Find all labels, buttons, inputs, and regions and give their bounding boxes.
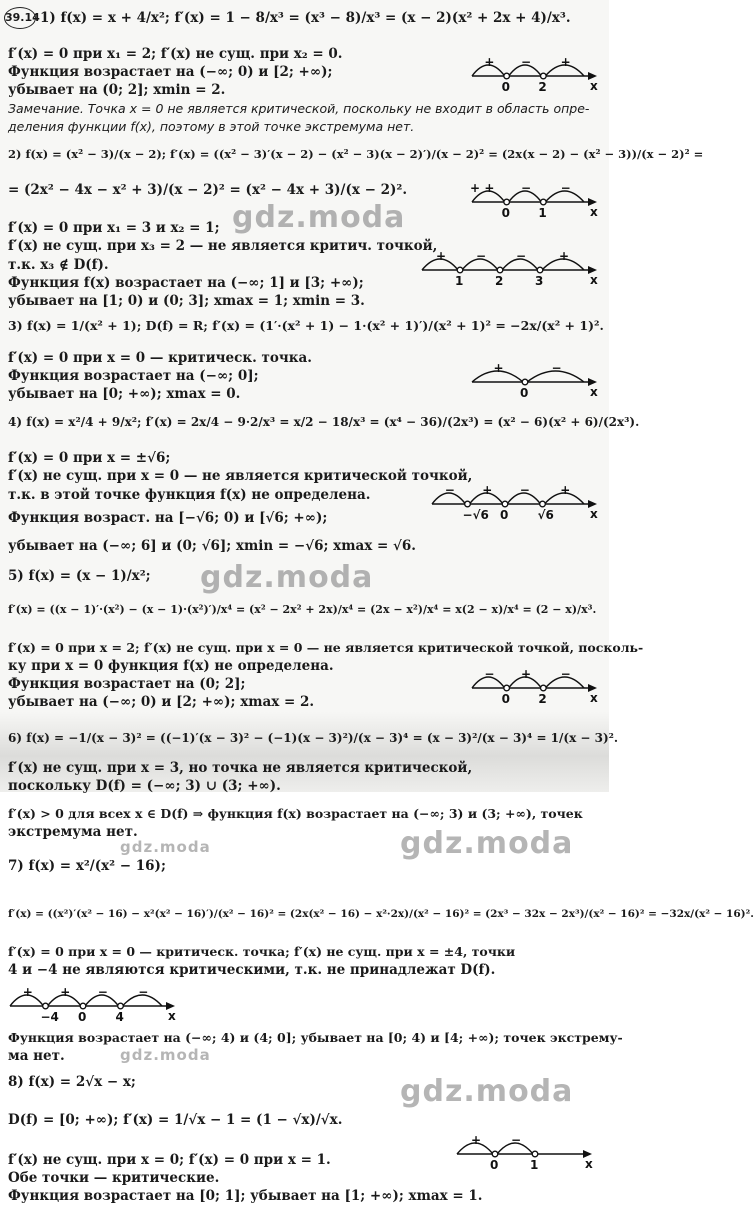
sign-diagram — [470, 52, 600, 94]
critical-point — [497, 267, 503, 273]
solution-line: f′(x) > 0 для всех x ∈ D(f) ⇒ функция f(x) возрастает на (−∞; 3) и (3; +∞), точек — [8, 806, 583, 821]
critical-point — [457, 267, 463, 273]
solution-line: 4 и −4 не являются критическими, т.к. не принадлежат D(f). — [8, 962, 496, 978]
interval-sign: + — [60, 985, 71, 999]
critical-point — [504, 685, 510, 691]
critical-point — [537, 267, 543, 273]
sign-diagram — [8, 982, 178, 1024]
solution-line: 2) f(x) = (x² − 3)/(x − 2); f′(x) = ((x² − 3)′(x − 2) − (x² − 3)(x − 2)′)/(x − 2)² = (2x(x − 2) − (x² − 3))/(x − 2)² = — [8, 147, 704, 161]
axis-label: x — [590, 507, 598, 521]
sign-diagram — [455, 1130, 595, 1172]
sign-diagram — [430, 480, 600, 522]
watermark: gdz.moda — [200, 560, 374, 595]
solution-line: 7) f(x) = x²/(x² − 16); — [8, 858, 166, 874]
interval-sign: − — [560, 181, 571, 195]
solution-line: Функция возрастает на (−∞; 0) и [2; +∞); — [8, 64, 333, 80]
critical-point — [504, 73, 510, 79]
point-label: 1 — [530, 1158, 539, 1172]
axis-label: x — [168, 1009, 176, 1023]
interval-sign: − — [521, 55, 532, 69]
solution-line: убывает на (−∞; 0) и [2; +∞); xmax = 2. — [8, 694, 315, 710]
solution-line: f′(x) = ((x − 1)′·(x²) − (x − 1)·(x²)′)/x⁴ = (x² − 2x² + 2x)/x⁴ = (2x − x²)/x⁴ = x(2 − x)/x⁴ = (2 − x)/x³. — [8, 603, 597, 616]
solution-line: т.к. x₃ ∉ D(f). — [8, 257, 109, 273]
solution-line: 1) f(x) = x + 4/x²; f′(x) = 1 − 8/x³ = (x³ − 8)/x³ = (x − 2)(x² + 2x + 4)/x³. — [40, 10, 571, 26]
solution-line: f′(x) = 0 при x = 0 — критическ. точка. — [8, 350, 312, 366]
solution-line: экстремума нет. — [8, 824, 138, 840]
solution-line: f′(x) = 0 при x = 0 — критическ. точка; f′(x) не сущ. при x = ±4, точки — [8, 944, 516, 959]
point-label: 0 — [501, 692, 511, 706]
axis-label: x — [590, 273, 598, 287]
solution-line: поскольку D(f) = (−∞; 3) ∪ (3; +∞). — [8, 778, 281, 794]
solution-line: убывает на [0; +∞); xmax = 0. — [8, 386, 241, 402]
interval-sign: − — [476, 249, 487, 263]
critical-point — [465, 501, 471, 507]
interval-sign: + — [560, 483, 571, 497]
solution-line: f′(x) не сущ. при x = 3, но точка не является критической, — [8, 760, 473, 776]
solution-line: f′(x) = 0 при x = ±√6; — [8, 450, 171, 466]
interval-sign: + — [471, 1133, 482, 1147]
solution-line: Функция возрастает на (−∞; 4) и (4; 0]; убывает на [0; 4) и [4; +∞); точек экстрему- — [8, 1030, 623, 1045]
point-label: 3 — [535, 274, 544, 288]
critical-point — [43, 1003, 49, 1009]
sign-diagram — [470, 664, 600, 706]
point-label: 0 — [500, 508, 509, 522]
point-label: 2 — [538, 692, 547, 706]
interval-sign: − — [138, 985, 149, 999]
solution-line: 6) f(x) = −1/(x − 3)² = ((−1)′(x − 3)² − (−1)(x − 3)²)/(x − 3)⁴ = (x − 3)²/(x − 3)⁴ = 1/(x − 3)². — [8, 731, 619, 745]
interval-sign: + — [22, 985, 33, 999]
solution-line: 4) f(x) = x²/4 + 9/x²; f′(x) = 2x/4 − 9·2/x³ = x/2 − 18/x³ = (x⁴ − 36)/(2x³) = (x² − 6)(x² + 6)/(2x³). — [8, 415, 640, 429]
critical-point — [502, 501, 508, 507]
point-label: 0 — [78, 1010, 87, 1024]
point-label: 4 — [115, 1010, 124, 1024]
critical-point — [541, 73, 547, 79]
critical-point — [541, 685, 547, 691]
solution-line: f′(x) не сущ. при x = 0; f′(x) = 0 при x = 1. — [8, 1152, 331, 1168]
solution-line: Функция возраст. на [−√6; 0) и [√6; +∞); — [8, 510, 328, 526]
interval-sign: + — [482, 483, 493, 497]
solution-line: D(f) = [0; +∞); f′(x) = 1/√x − 1 = (1 − √x)/√x. — [8, 1112, 343, 1128]
sign-diagram — [420, 246, 600, 288]
point-label: 1 — [455, 274, 464, 288]
critical-point — [540, 501, 546, 507]
interval-sign: − — [519, 483, 530, 497]
point-label: 0 — [501, 80, 511, 94]
critical-point — [541, 199, 547, 205]
solution-line: f′(x) = 0 при x₁ = 2; f′(x) не сущ. при x₂ = 0. — [8, 46, 343, 62]
point-label: 0 — [501, 206, 511, 220]
point-label: 2 — [538, 80, 547, 94]
interval-sign: + — [436, 249, 447, 263]
solution-line: Замечание. Точка x = 0 не является критической, поскольку не входит в область опре- — [8, 101, 590, 116]
interval-sign: + — [493, 361, 504, 375]
interval-sign: − — [560, 667, 571, 681]
solution-line: Функция возрастает на (−∞; 0]; — [8, 368, 259, 384]
solution-line: убывает на [1; 0) и (0; 3]; xmax = 1; xmin = 3. — [8, 293, 365, 309]
solution-line: f′(x) = 0 при x₁ = 3 и x₂ = 1; — [8, 220, 220, 236]
critical-point — [118, 1003, 124, 1009]
axis-label: x — [585, 1157, 593, 1171]
watermark: gdz.moda — [400, 826, 574, 861]
point-label: √6 — [537, 508, 554, 522]
solution-line: ма нет. — [8, 1048, 65, 1064]
solution-line: Функция f(x) возрастает на (−∞; 1] и [3; +∞); — [8, 275, 364, 291]
interval-sign: + — [559, 249, 570, 263]
interval-sign: − — [484, 667, 495, 681]
solution-line: 3) f(x) = 1/(x² + 1); D(f) = R; f′(x) = (1′·(x² + 1) − 1·(x² + 1)′)/(x² + 1)² = −2x/(x² + 1)². — [8, 318, 604, 333]
solution-line: f′(x) не сущ. при x₃ = 2 — не является критич. точкой, — [8, 238, 438, 254]
sign-diagram — [470, 358, 600, 400]
interval-sign: − — [551, 361, 562, 375]
solution-line: f′(x) = 0 при x = 2; f′(x) не сущ. при x = 0 — не является критической точкой, посколь- — [8, 640, 644, 655]
solution-line: ку при x = 0 функция f(x) не определена. — [8, 658, 334, 674]
interval-sign: + — [484, 55, 495, 69]
solution-line: f′(x) не сущ. при x = 0 — не является критической точкой, — [8, 468, 473, 484]
point-label: 1 — [538, 206, 547, 220]
point-label: 0 — [520, 386, 529, 400]
solution-line: = (2x² − 4x − x² + 3)/(x − 2)² = (x² − 4x + 3)/(x − 2)². — [8, 182, 408, 198]
solution-line: убывает на (0; 2]; xmin = 2. — [8, 82, 226, 98]
axis-label: x — [590, 385, 598, 399]
point-label: 2 — [495, 274, 504, 288]
point-label: 0 — [490, 1158, 499, 1172]
interval-sign: + — [470, 181, 481, 195]
point-label: −4 — [40, 1010, 59, 1024]
solution-line: 5) f(x) = (x − 1)/x²; — [8, 568, 151, 584]
interval-sign: − — [521, 181, 532, 195]
critical-point — [80, 1003, 86, 1009]
interval-sign: − — [511, 1133, 522, 1147]
axis-label: x — [590, 79, 598, 93]
axis-label: x — [590, 205, 598, 219]
solution-line: Обе точки — критические. — [8, 1170, 220, 1186]
watermark: gdz.moda — [120, 838, 211, 856]
critical-point — [522, 379, 528, 385]
solution-line: 8) f(x) = 2√x − x; — [8, 1074, 136, 1090]
interval-sign: − — [444, 483, 455, 497]
watermark: gdz.moda — [400, 1074, 574, 1109]
watermark: gdz.moda — [120, 1046, 211, 1064]
solution-line: Функция возрастает на [0; 1]; убывает на [1; +∞); xmax = 1. — [8, 1188, 483, 1204]
solution-line: f′(x) = ((x²)′(x² − 16) − x²(x² − 16)′)/(x² − 16)² = (2x(x² − 16) − x²·2x)/(x² − 16)² = (2x³ − 32x − 2x³)/(x² − 16)² = −32x/(x² − 16)². — [8, 908, 754, 920]
interval-sign: + — [521, 667, 532, 681]
solution-line: Функция возрастает на (0; 2]; — [8, 676, 246, 692]
interval-sign: + — [560, 55, 571, 69]
critical-point — [504, 199, 510, 205]
problem-number-badge: 39.14 — [4, 7, 36, 29]
interval-sign: − — [97, 985, 108, 999]
solution-line: т.к. в этой точке функция f(x) не определена. — [8, 487, 371, 503]
axis-label: x — [590, 691, 598, 705]
solution-line: убывает на (−∞; 6] и (0; √6]; xmin = −√6; xmax = √6. — [8, 538, 416, 554]
watermark: gdz.moda — [232, 200, 406, 235]
point-label: −√6 — [462, 508, 489, 522]
critical-point — [492, 1151, 498, 1157]
solution-line: деления функции f(x), поэтому в этой точке экстремума нет. — [8, 119, 415, 134]
critical-point — [532, 1151, 538, 1157]
interval-sign: − — [516, 249, 527, 263]
sign-diagram — [470, 178, 600, 220]
interval-sign: + — [484, 181, 495, 195]
